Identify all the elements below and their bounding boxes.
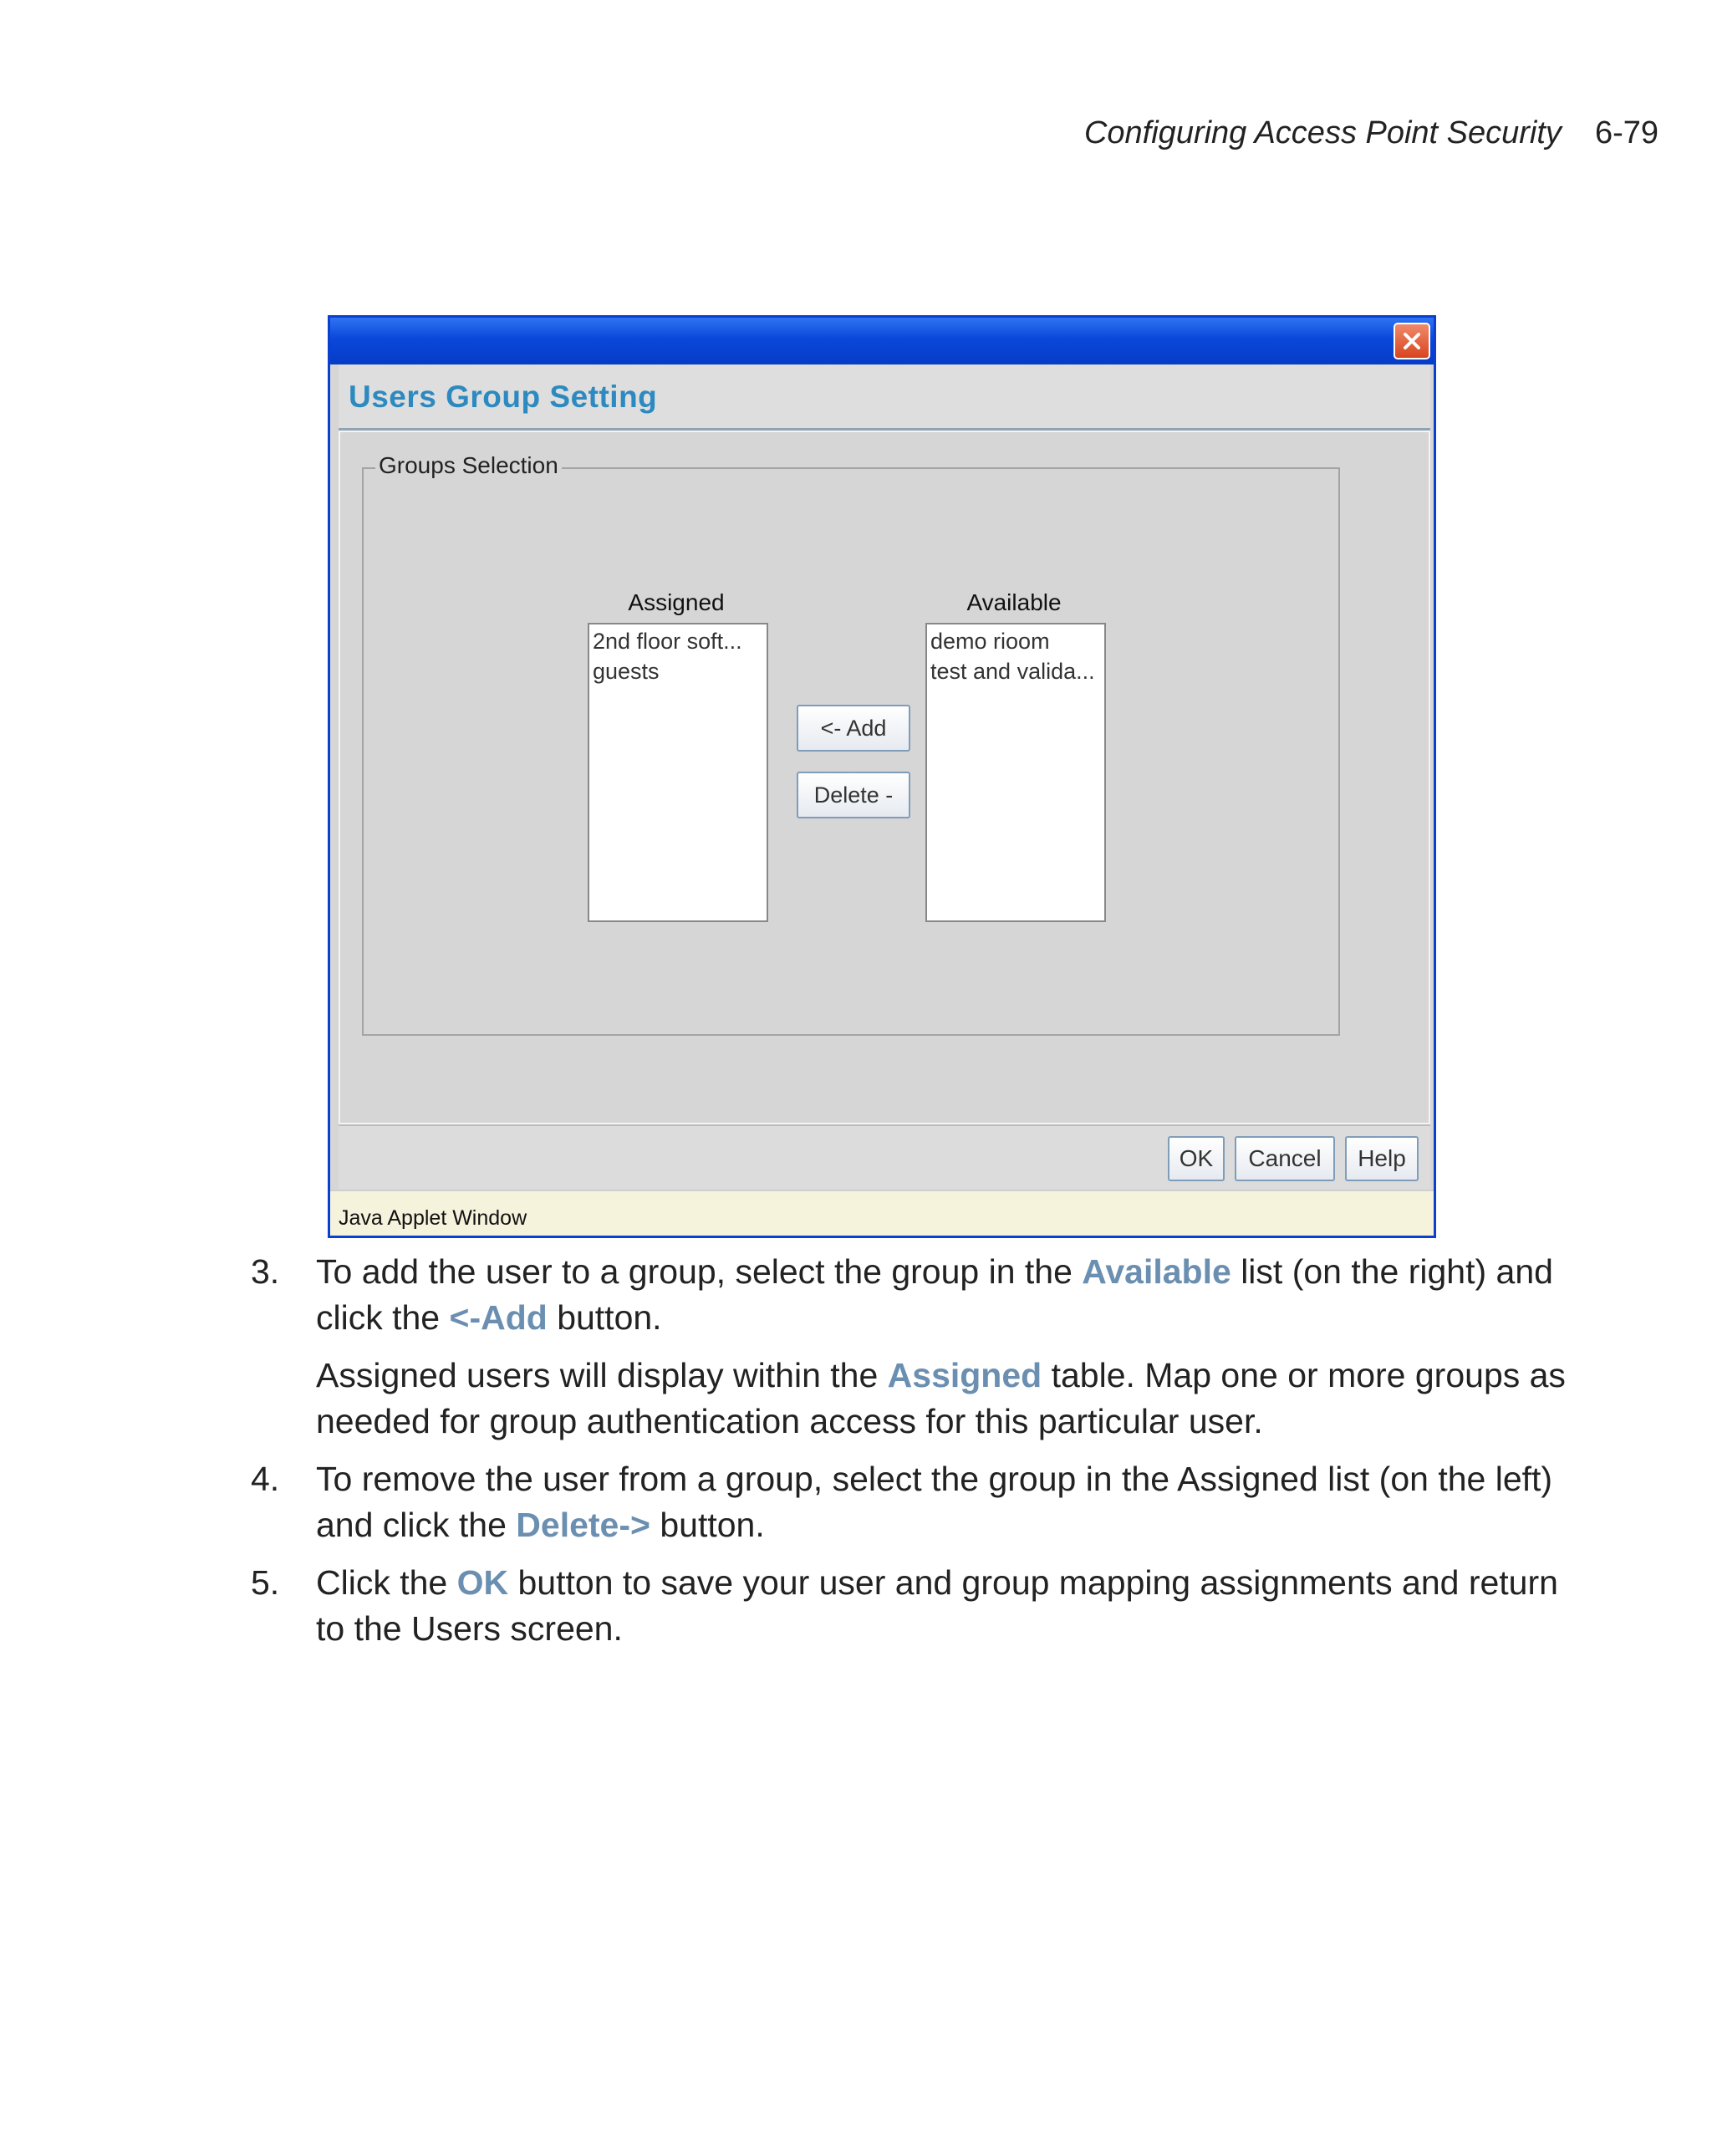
cancel-button[interactable]: Cancel (1235, 1136, 1335, 1181)
dialog-button-bar (339, 1124, 1430, 1191)
dialog-title-strip (339, 364, 1430, 431)
step-5 (251, 1560, 1580, 1652)
applet-status-text: Java Applet Window (339, 1206, 527, 1230)
ok-button[interactable]: OK (1168, 1136, 1225, 1181)
help-button[interactable]: Help (1345, 1136, 1419, 1181)
list-item[interactable]: test and valida... (930, 659, 1095, 684)
step-text: To add the user to a group, select the group in the Available list (on the right) and click the <-Add button. (316, 1252, 1553, 1337)
step-text: Click the OK button to save your user and group mapping assignments and return to the Users screen. (316, 1563, 1558, 1648)
step-3 (251, 1249, 1580, 1341)
available-label: Available (966, 589, 1062, 615)
step-number: 5. (251, 1563, 280, 1602)
instruction-steps (251, 1249, 1580, 1664)
available-list[interactable] (925, 623, 1106, 922)
section-title: Configuring Access Point Security (1083, 115, 1562, 150)
list-item[interactable]: guests (593, 659, 660, 684)
groups-selection-label: Groups Selection (375, 452, 562, 479)
step-3-note: Assigned users will display within the Assigned table. Map one or more groups as needed for group authentication access for this particular user. (316, 1356, 1566, 1440)
dialog-title: Users Group Setting (349, 380, 658, 414)
dialog-content (339, 431, 1430, 1124)
step-number: 3. (251, 1252, 280, 1291)
assigned-list[interactable] (588, 623, 768, 922)
applet-status-bar (330, 1190, 1434, 1236)
step-number: 4. (251, 1460, 280, 1498)
close-icon (1401, 330, 1423, 352)
step-4 (251, 1456, 1580, 1548)
delete-button[interactable]: Delete - (797, 772, 910, 818)
list-item[interactable]: 2nd floor soft... (593, 629, 742, 654)
assigned-label: Assigned (628, 589, 725, 615)
step-text: To remove the user from a group, select the group in the Assigned list (on the left) and click the Delete-> button. (316, 1460, 1553, 1544)
list-item[interactable]: demo rioom (930, 629, 1050, 654)
window-titlebar[interactable] (330, 318, 1434, 364)
close-button[interactable] (1394, 323, 1430, 359)
groups-selection-groupbox (362, 452, 1340, 1036)
add-button[interactable]: <- Add (797, 705, 910, 752)
users-group-setting-dialog (328, 315, 1436, 1238)
page-header (1084, 115, 1658, 151)
page-number: 6-79 (1594, 115, 1658, 150)
